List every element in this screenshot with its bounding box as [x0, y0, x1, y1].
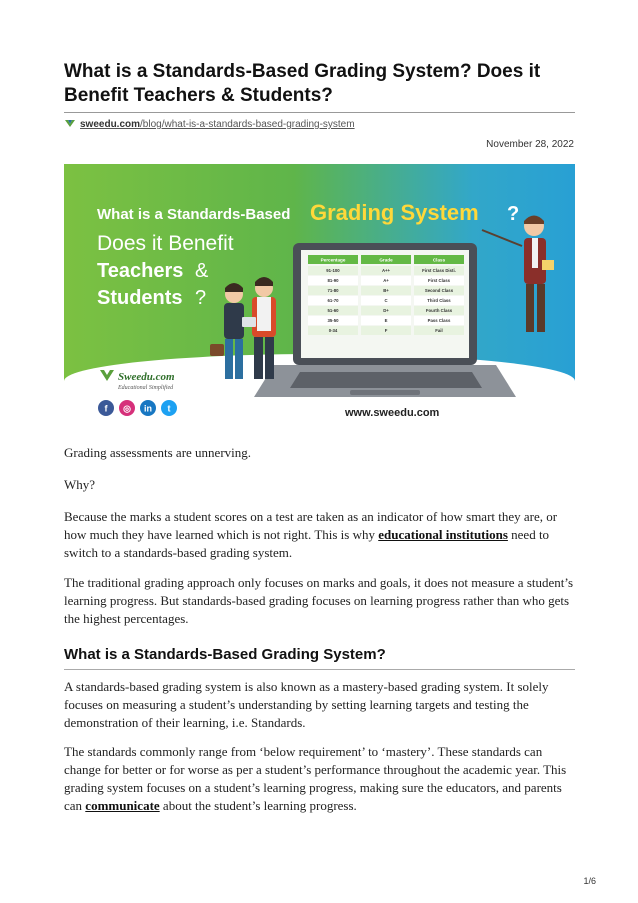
- educational-institutions-link[interactable]: educational institutions: [378, 527, 508, 542]
- source-link[interactable]: sweedu.com/blog/what-is-a-standards-based-grading-system: [80, 119, 355, 130]
- source-line: [64, 118, 355, 131]
- hero-headline-part2: Grading System: [310, 200, 479, 225]
- publish-date: November 28, 2022: [486, 139, 574, 150]
- social-icons: [98, 400, 177, 416]
- hero-headline-part1: What is a Standards-Based: [97, 206, 291, 223]
- hero-amp: &: [195, 260, 209, 282]
- grade-table-cell: 81-90: [327, 278, 339, 284]
- hero-students-qmark: ?: [195, 287, 207, 309]
- grade-table-cell: Fourth Class: [425, 308, 453, 314]
- grade-table-cell: B+: [383, 288, 389, 294]
- communicate-link[interactable]: communicate: [85, 798, 160, 813]
- grade-table-cell: 91-100: [326, 268, 340, 274]
- section-divider: [64, 669, 575, 670]
- grade-table-cell: First Class Disti.: [422, 268, 456, 274]
- brand-logo: [100, 370, 175, 391]
- hero-teachers: Teachers: [97, 260, 184, 282]
- grade-table-cell: Second Class: [424, 288, 454, 294]
- grade-table-cell: C: [384, 298, 388, 304]
- hero-line2: Does it Benefit: [97, 232, 234, 255]
- grade-table-cell: 71-80: [327, 288, 339, 294]
- paragraph-1: Grading assessments are unnerving.: [64, 445, 252, 460]
- grade-table-cell: First Class: [428, 278, 450, 284]
- grade-table-header: Grade: [379, 257, 393, 263]
- paragraph-5: A standards-based grading system is also known as a mastery-based grading system. It solely focuses on measuring a student’s understanding by setting learning targets and testing the demonstration of their learning, i.e. Standards.: [64, 679, 549, 730]
- social-icon-letter: in: [144, 403, 152, 414]
- grade-table-cell: Third Class: [427, 298, 451, 304]
- grade-table-cell: D+: [383, 308, 389, 314]
- social-icon-letter: t: [167, 403, 171, 414]
- brand-tagline: Educational Simplified: [118, 385, 174, 391]
- brand-name: Sweedu.com: [118, 371, 175, 383]
- page-number: 1/6: [583, 876, 596, 886]
- grade-table-header: Percentage: [320, 257, 346, 263]
- hero-image: [64, 164, 575, 430]
- grade-table-cell: 35-50: [327, 318, 339, 324]
- grade-table-cell: A++: [381, 268, 391, 274]
- grade-table-header: Class: [432, 257, 446, 263]
- grade-table-cell: 51-60: [327, 308, 339, 314]
- students-illustration: [210, 277, 276, 379]
- grade-table-cell: Fail: [435, 328, 443, 334]
- hero-students: Students: [97, 287, 183, 309]
- grade-table-cell: E: [384, 318, 388, 324]
- social-icon-letter: f: [104, 403, 108, 414]
- grade-table: [308, 255, 464, 335]
- grade-table-cell: A+: [383, 278, 389, 284]
- hero-url: www.sweedu.com: [345, 407, 440, 419]
- section-heading: What is a Standards-Based Grading System?: [64, 646, 386, 663]
- laptop-illustration: [254, 243, 516, 397]
- title-divider: [64, 112, 575, 113]
- grade-table-cell: 61-70: [327, 298, 339, 304]
- paragraph-6: The standards commonly range from ‘below requirement’ to ‘mastery’. These standards can change for better or for worse as per a student’s performance throughout the academic year. This grading system focuses on a student’s learning progress, making sure the educators, and parents can communicate about the student’s learning progress.: [64, 744, 567, 813]
- grade-table-cell: F: [384, 328, 388, 334]
- grade-table-cell: Pass Class: [427, 318, 451, 324]
- social-icon-letter: ◎: [123, 403, 131, 414]
- teacher-illustration: [482, 216, 554, 333]
- grade-table-cell: 0-34: [328, 328, 338, 334]
- paragraph-4: The traditional grading approach only focuses on marks and goals, it does not measure a student’s learning progress. But standards-based grading focuses on learning progress rather than who gets the highest percentages.: [64, 575, 574, 626]
- paragraph-3: Because the marks a student scores on a test are taken as an indicator of how smart they are, or how much they have learned which is not right. This is why educational institutions need to switch to a standards-based grading system.: [64, 509, 558, 560]
- article-title: What is a Standards-Based Grading System? Does it Benefit Teachers & Students?: [64, 61, 541, 106]
- sweedu-logo-icon: [64, 118, 76, 131]
- hero-headline-qmark: ?: [507, 203, 520, 225]
- paragraph-2: Why?: [64, 477, 96, 492]
